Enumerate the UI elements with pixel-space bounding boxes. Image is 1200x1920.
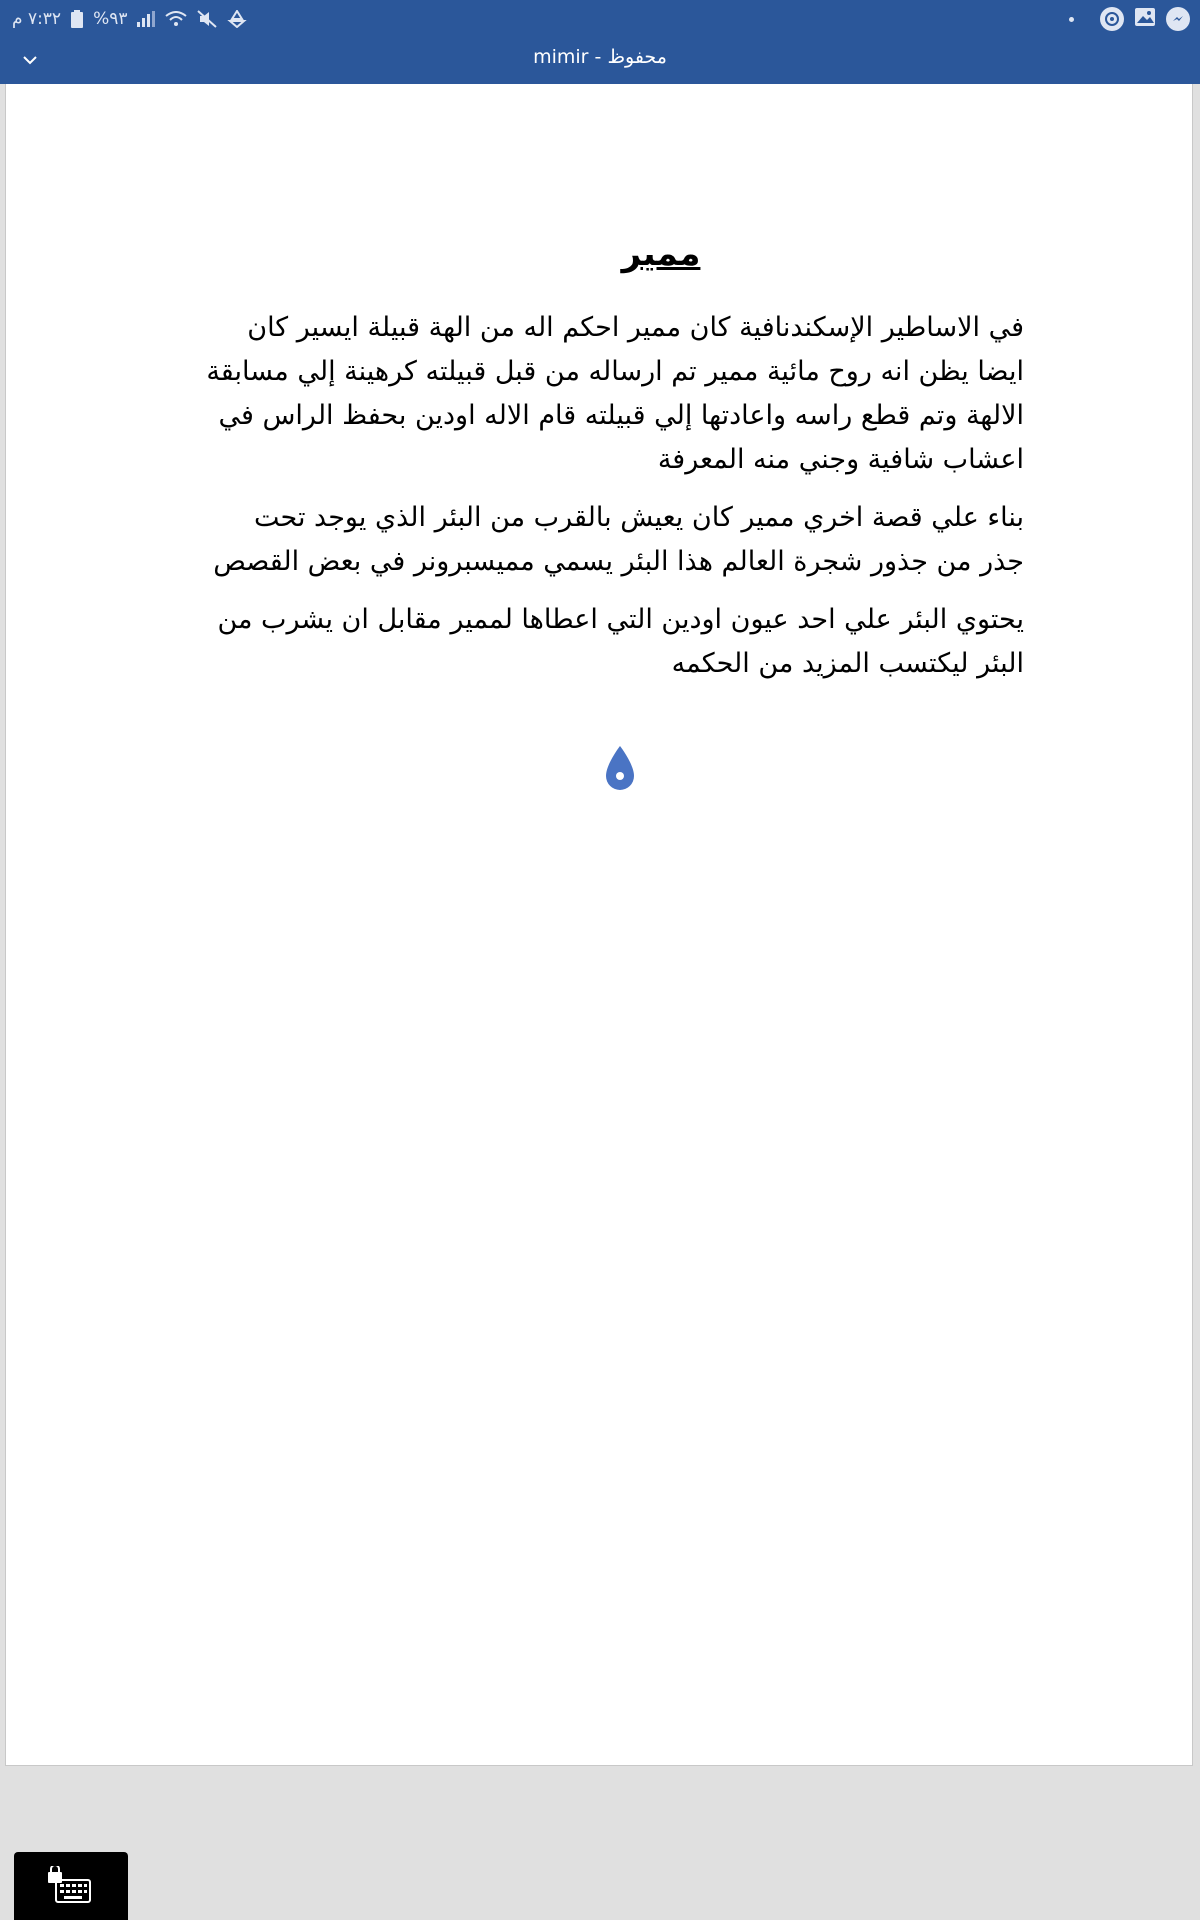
document-body[interactable]: [206, 306, 1024, 700]
keyboard-lock-icon[interactable]: [14, 1852, 128, 1920]
app-header: [0, 0, 1200, 84]
battery-percent: %٩٣: [93, 9, 128, 29]
status-bar: [0, 0, 1200, 38]
document-heading-wrap: [606, 234, 716, 274]
paragraph[interactable]: بناء علي قصة اخري ممير كان يعيش بالقرب من البئر الذي يوجد تحت جذر من جذور شجرة العالم هذا البئر يسمي مميسبرونر في بعض القصص: [213, 502, 1024, 577]
recycle-icon: [227, 10, 247, 28]
title-bar: [0, 38, 1200, 84]
status-right: [1069, 6, 1190, 32]
dot-icon: [1069, 17, 1074, 22]
document-title[interactable]: mimir - محفوظ: [533, 46, 667, 68]
mute-icon: [197, 10, 217, 28]
wifi-icon: [165, 11, 187, 27]
text-cursor-handle-icon[interactable]: [604, 746, 636, 792]
gallery-app-icon: [1134, 7, 1156, 31]
status-left: [12, 6, 247, 32]
music-app-icon: [1100, 7, 1124, 31]
clock: ٧:٣٢ م: [12, 9, 62, 29]
signal-icon: [137, 11, 155, 27]
paragraph[interactable]: يحتوي البئر علي احد عيون اودين التي اعطاها لممير مقابل ان يشرب من البئر ليكتسب المزيد من الحكمه: [217, 604, 1024, 679]
document-heading[interactable]: ممير: [621, 234, 701, 274]
messenger-app-icon: [1166, 7, 1190, 31]
battery-icon: [71, 10, 83, 28]
paragraph[interactable]: في الاساطير الإسكندنافية كان ممير احكم اله من الهة قبيلة ايسير كان ايضا يظن انه روح مائية ممير تم ارساله من قبل قبيلته كرهينة إلي مسابقة الالهة وتم قطع راسه واعادتها إلي قبيلته قام الاله اودين بحفظ الراس في اعشاب شافية وجني منه المعرفة: [206, 312, 1024, 475]
document-page[interactable]: [5, 84, 1193, 1766]
